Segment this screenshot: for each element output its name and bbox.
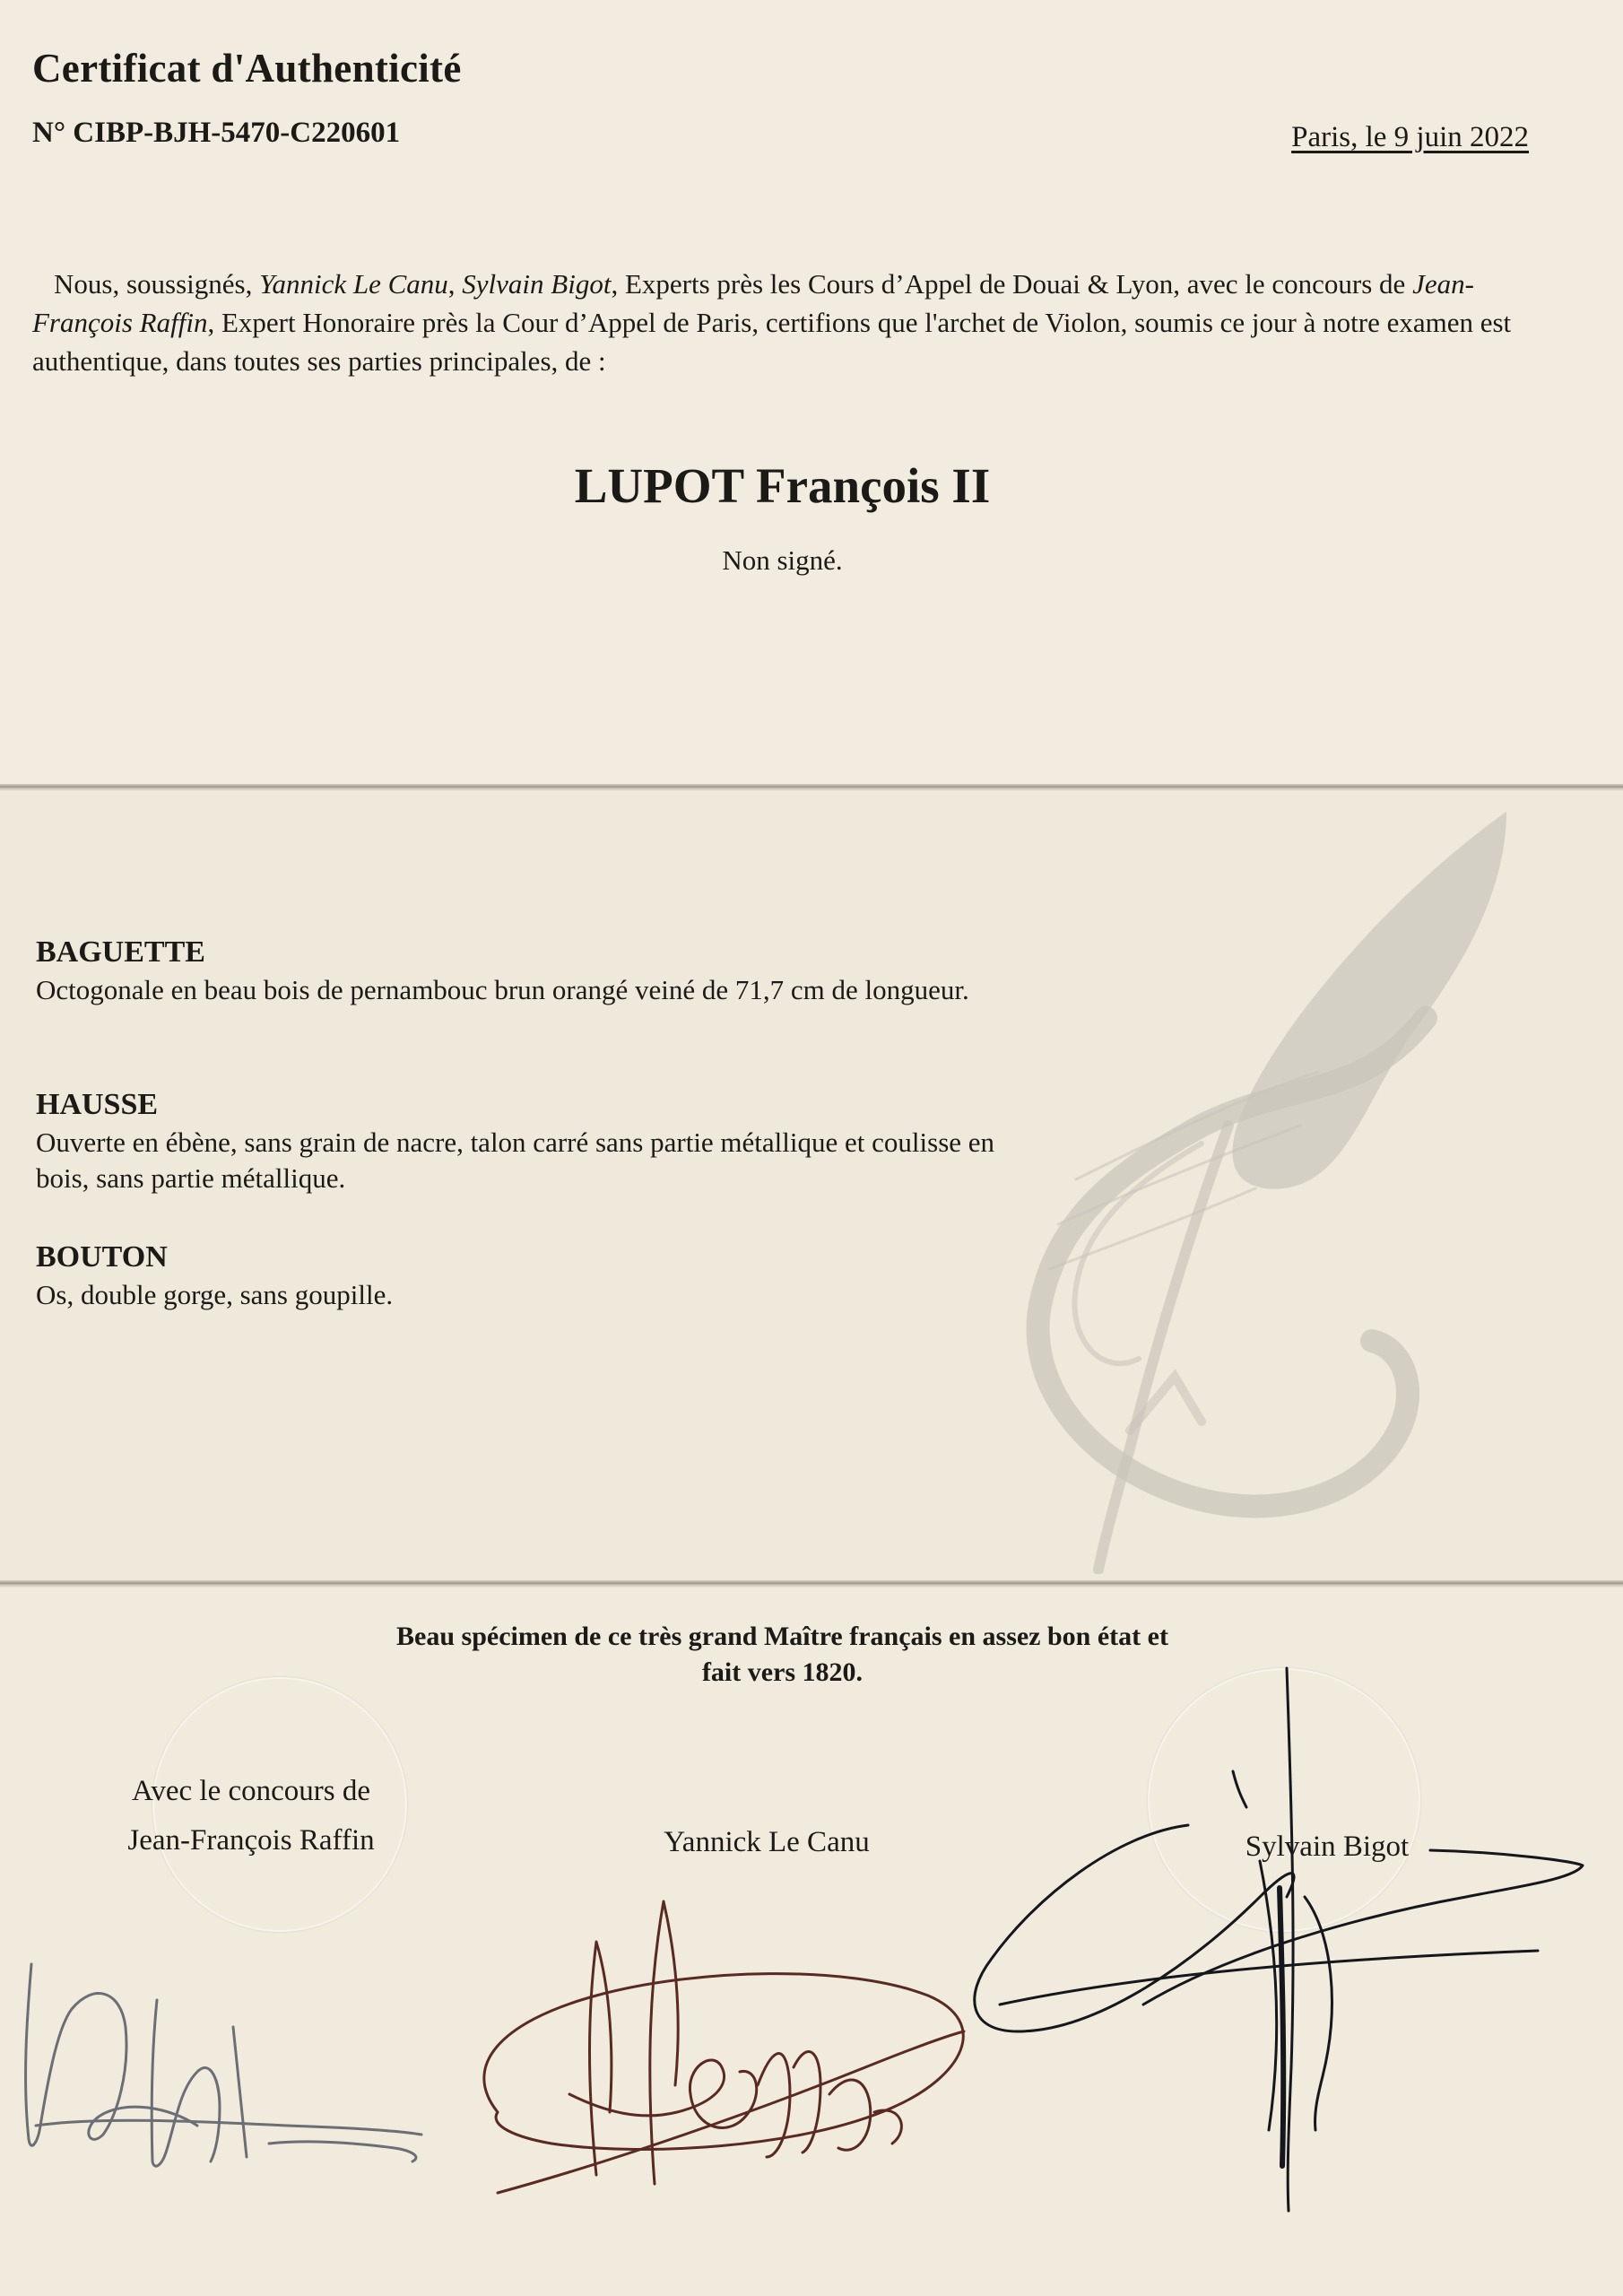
section-heading: BOUTON xyxy=(36,1240,168,1274)
quill-watermark-logo xyxy=(1022,803,1533,1574)
expert-name: Yannick Le Canu xyxy=(259,268,448,300)
intro-text: , Experts près les Cours d’Appel de Douai & Lyon, avec le concours de xyxy=(611,268,1413,300)
intro-paragraph xyxy=(32,265,1552,380)
handwritten-signature-le-canu xyxy=(462,1888,973,2220)
conclusion-line: fait vers 1820. xyxy=(701,1657,864,1687)
signatory-label-le-canu xyxy=(583,1818,950,1867)
signatory-label-line: Sylvain Bigot xyxy=(1245,1831,1410,1863)
intro-text: , xyxy=(447,268,463,300)
section-heading: BAGUETTE xyxy=(36,935,205,969)
signature-status: Non signé. xyxy=(722,544,843,576)
handwritten-signature-bigot xyxy=(964,1664,1592,2220)
maker-name: LUPOT François II xyxy=(574,458,991,513)
section-heading: HAUSSE xyxy=(36,1088,159,1121)
signatory-label-raffin xyxy=(63,1767,439,1866)
signatory-label-line: Jean-François Raffin xyxy=(127,1824,375,1857)
paper-fold-line xyxy=(0,1580,1623,1587)
signatory-label-line: Avec le concours de xyxy=(131,1775,370,1807)
handwritten-signature-raffin xyxy=(18,1946,439,2179)
section-text: Octogonale en beau bois de pernambouc brun orangé veiné de 71,7 cm de longueur. xyxy=(36,974,969,1005)
paper-fold-line xyxy=(0,784,1623,791)
certificate-date: Paris, le 9 juin 2022 xyxy=(1291,121,1529,153)
signatory-label-line: Yannick Le Canu xyxy=(664,1826,870,1858)
section-bouton xyxy=(36,1238,1022,1313)
expert-name: Jean-François Raffin xyxy=(32,268,1474,338)
section-text: Ouverte en ébène, sans grain de nacre, talon carré sans partie métallique et coulisse en bois, sans partie métallique. xyxy=(36,1126,995,1194)
conclusion-line: Beau spécimen de ce très grand Maître français en assez bon état et xyxy=(396,1622,1168,1651)
intro-text: , Expert Honoraire près la Cour d’Appel de Paris, certifions que l'archet de Violon, soumis ce jour à notre examen est authentique, dans toutes ses parties principales, de : xyxy=(32,307,1512,377)
section-hausse xyxy=(36,1085,1022,1196)
intro-text: Nous, soussignés, xyxy=(54,268,260,300)
section-text: Os, double gorge, sans goupille. xyxy=(36,1279,394,1310)
certificate-title: Certificat d'Authenticité xyxy=(32,46,462,91)
certificate-number: N° CIBP-BJH-5470-C220601 xyxy=(32,117,401,149)
section-baguette xyxy=(36,933,1022,1008)
expert-name: Sylvain Bigot xyxy=(462,268,612,300)
